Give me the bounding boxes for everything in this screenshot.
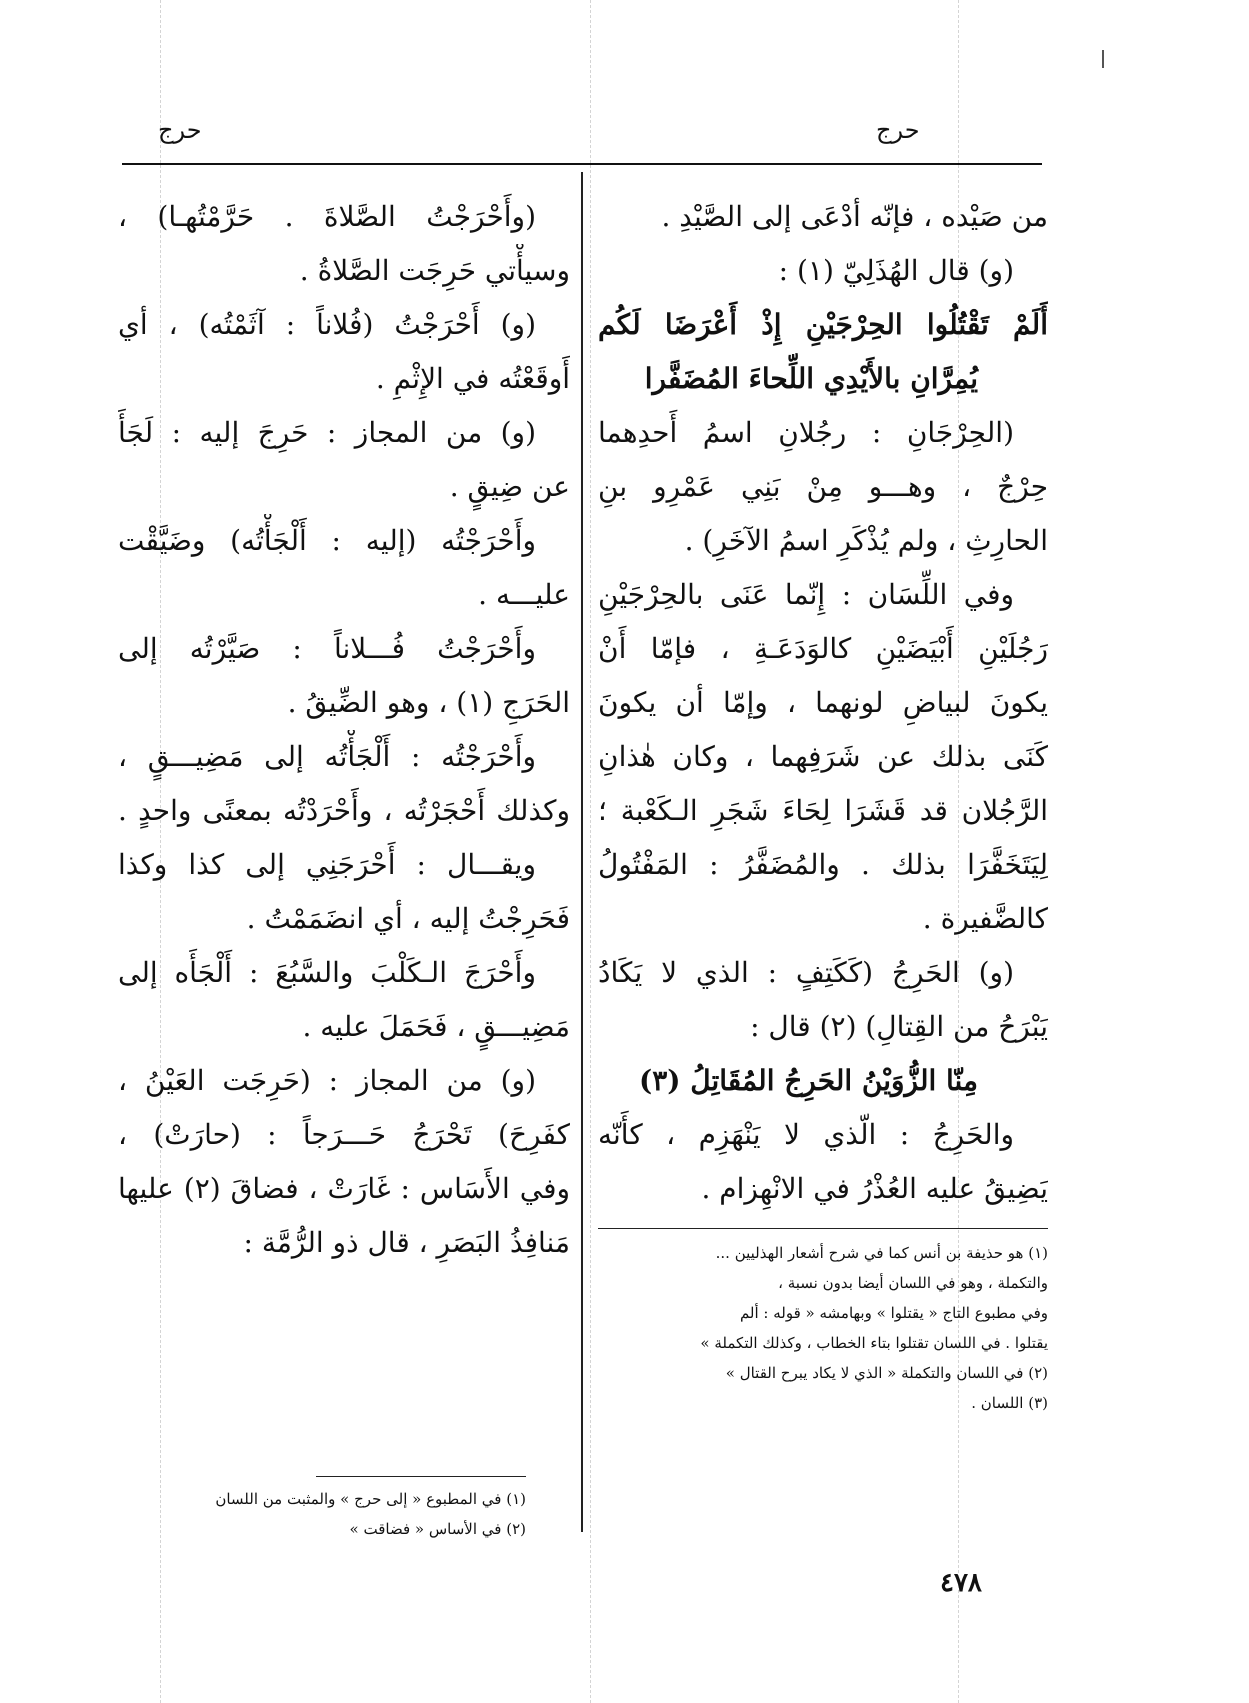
text-line: (و) من المجاز : حَرِجَ إليه : لَجَأَ <box>118 416 536 449</box>
text-line: (الحِرْجَانِ : رجُلانِ اسمُ أَحدِهما <box>598 416 1014 449</box>
text-line: أَوقَعْتُه في الإِثْمِ . <box>375 362 570 395</box>
text-line: الرَّجُلان قد قَشَرَا لِحَاءَ شَجَرِ الـكَعْبة ؛ <box>598 794 1048 827</box>
footnote-line: وفي مطبوع التاج « يقتلوا » وبهامشه « قوله : ألم <box>739 1304 1048 1322</box>
text-line: (و) الحَرِجُ (كَكَتِفٍ : الذي لا يَكَادُ <box>598 956 1014 989</box>
text-line: وأَحْرَجْتُه : أَلْجَأْتُه إلى مَضِيـــقٍ ، <box>118 740 536 773</box>
text-line: مَنافِذُ البَصَرِ ، قال ذو الرُّمَّة : <box>243 1226 570 1259</box>
text-line: يكونَ لبياضِ لونهما ، وإمّا أن يكونَ <box>598 686 1048 719</box>
left-column <box>118 190 570 1270</box>
verse-line: مِنّا الزُّوَيْنُ الحَرِجُ المُقَاتِلُ (٣) <box>638 1064 978 1097</box>
text-line: الحارِثِ ، ولم يُذْكَرِ اسمُ الآخَرِ) . <box>684 524 1048 557</box>
left-footnotes <box>170 1484 526 1544</box>
header-rule <box>122 163 1042 165</box>
text-line: والحَرِجُ : الّذي لا يَنْهَزِم ، كأَنّه <box>598 1118 1014 1151</box>
text-line: عن ضِيقٍ . <box>449 470 570 503</box>
footnote-line: (٢) في الأساس « فضاقت » <box>349 1520 526 1538</box>
page-number: ٤٧٨ <box>940 1568 982 1598</box>
text-line: وأَحْرَجَ الـكَلْبَ والسَّبُعَ : أَلْجَأَه إلى <box>118 956 536 989</box>
footnote-line: (١) هو حذيفة بن أنس كما في شرح أشعار الهذليين ... <box>715 1244 1048 1262</box>
footnote-line: (٢) في اللسان والتكملة « الذي لا يكاد يبرح القتال » <box>725 1364 1048 1382</box>
footnote-rule <box>598 1228 1048 1229</box>
right-column <box>598 190 1048 1216</box>
text-line: وسيأْتي حَرِجَت الصَّلاةُ . <box>299 254 570 287</box>
text-line: (وأَحْرَجْتُ الصَّلاةَ . حَرَّمْتُهـا) ، <box>118 200 536 233</box>
footnote-rule <box>316 1476 526 1477</box>
text-line: كالضَّفيرة . <box>922 902 1048 935</box>
text-line: (و) أَحْرَجْتُ (فُلاناً : آثَمْتُه) ، أي <box>118 308 536 341</box>
text-line: وكذلك أَحْجَرْتُه ، وأَحْرَدْتُه بمعنًى واحدٍ . <box>118 794 570 827</box>
text-line: الحَرَجِ (١) ، وهو الضِّيقُ . <box>287 686 570 719</box>
running-header-left: حرج <box>158 116 202 144</box>
text-line: رَجُلَيْنِ أَبْيَضَيْنِ كالوَدَعَـةِ ، فإمّا أَنْ <box>598 632 1048 665</box>
column-divider <box>581 172 583 1532</box>
footnote-line: (٣) اللسان . <box>971 1394 1048 1412</box>
text-line: وأَحْرَجْتُ فُـــلاناً : صَيَّرْتُه إلى <box>118 632 536 665</box>
text-line: لِيَتَخَفَّرَا بذلك . والمُضَفَّرُ : المَفْتُولُ <box>598 848 1048 881</box>
text-line: وفي الأَسَاس : غَارَتْ ، فضاقَ (٢) عليها <box>118 1172 570 1205</box>
footnote-line: والتكملة ، وهو في اللسان أيضا بدون نسبة ، <box>778 1274 1048 1292</box>
text-line: كَنَى بذلك عن شَرَفِهما ، وكان هٰذانِ <box>598 740 1048 773</box>
text-line: عليـــه . <box>478 578 570 611</box>
text-line: (و) قال الهُذَلِيّ (١) : <box>778 254 1014 287</box>
footnote-line: يقتلوا . في اللسان تقتلوا بتاء الخطاب ، وكذلك التكملة » <box>700 1334 1048 1352</box>
scan-edge-mark <box>1102 50 1104 68</box>
text-line: (و) من المجاز : (حَرِجَت العَيْنُ ، <box>118 1064 536 1097</box>
right-footnotes <box>598 1238 1048 1418</box>
text-line: ويقـــال : أَحْرَجَنِي إلى كذا وكذا <box>118 848 536 881</box>
text-line: حِرْجٌ ، وهـــو مِنْ بَنِي عَمْرِو بنِ <box>598 470 1048 503</box>
verse-line: يُمِرَّانِ بالأَيْدِي اللِّحاءَ المُضَفَّرا <box>644 362 978 395</box>
text-line: وفي اللِّسَان : إِنّما عَنَى بالحِرْجَيْنِ <box>598 578 1014 611</box>
footnote-line: (١) في المطبوع « إلى حرج » والمثبت من اللسان <box>215 1490 526 1508</box>
text-line: مَضِيـــقٍ ، فَحَمَلَ عليه . <box>302 1010 570 1043</box>
text-line: من صَيْده ، فإنّه أدْعَى إلى الصَّيْدِ . <box>661 200 1048 233</box>
scan-guide-line <box>590 0 591 1703</box>
running-header-right: حرج <box>876 116 920 144</box>
text-line: يَبْرَحُ من القِتالِ) (٢) قال : <box>750 1010 1048 1043</box>
text-line: يَضِيقُ عليه العُذْرُ في الانْهِزام . <box>701 1172 1048 1205</box>
text-line: فَحَرِجْتُ إليه ، أي انضَمَمْتُ . <box>246 902 570 935</box>
text-line: وأَحْرَجْتُه (إليه : أَلْجَأْتُه) وضَيَّقْت <box>118 524 536 557</box>
text-line: كفَرِحَ) تَحْرَجُ حَـــرَجاً : (حارَتْ) ، <box>118 1118 570 1151</box>
verse-line: أَلَمْ تَقْتُلُوا الحِرْجَيْنِ إِذْ أَعْرَضَا لَكُم <box>598 308 1048 341</box>
